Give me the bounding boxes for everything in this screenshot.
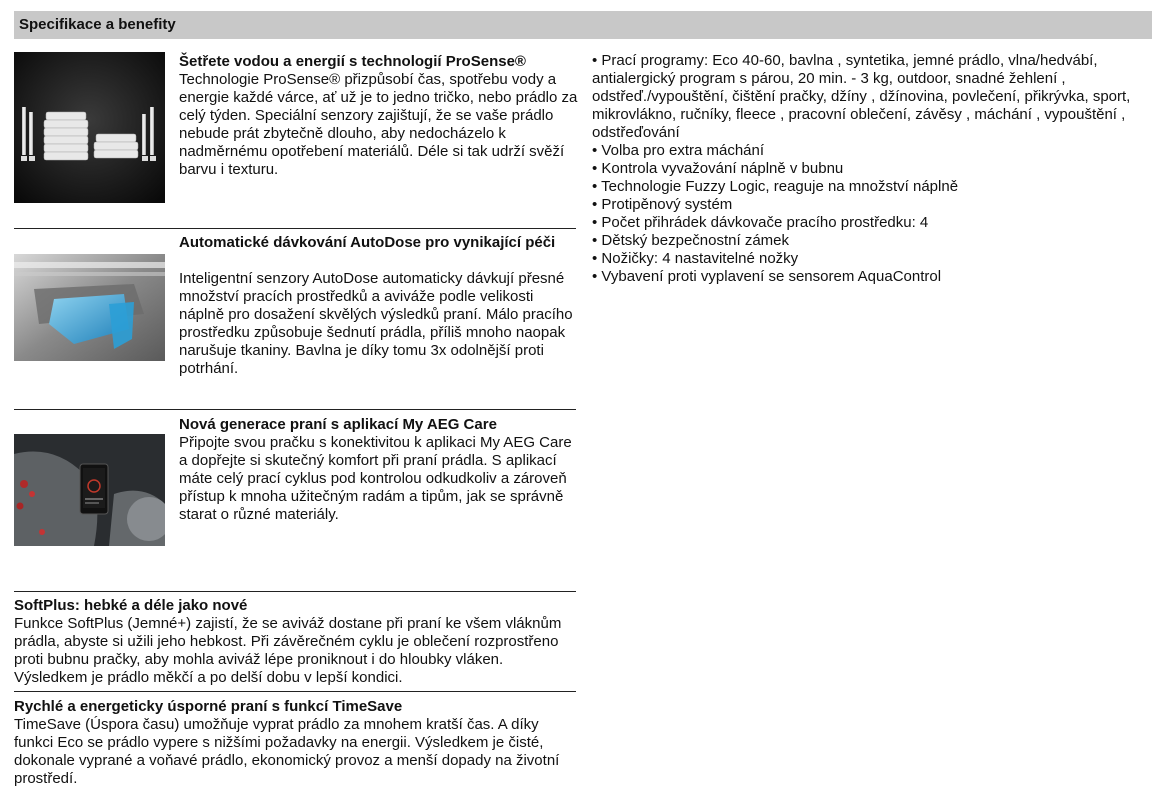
- spec-item: • Počet přihrádek dávkovače pracího prostředku: 4: [592, 214, 1147, 232]
- feature-title-prosense: Šetřete vodou a energií s technologií ProSense®: [179, 53, 526, 70]
- spec-list: [592, 52, 1147, 286]
- feature-text-prosense: Technologie ProSense® přizpůsobí čas, spotřebu vody a energie každé várce, ať už je to jedno tričko, nebo prádlo za celý týden. Speciální senzory zajištují, že se vaše prádlo nebude prát zbytečně dlouho, aby nedocházelo k nadměrnému opotřebení materiálů. Déle si tak udrží svěží barvu i texturu.: [179, 71, 578, 178]
- spec-item: • Technologie Fuzzy Logic, reaguje na množství náplně: [592, 178, 1147, 196]
- divider: [14, 228, 576, 229]
- feature-text-softplus: Funkce SoftPlus (Jemné+) zajistí, že se aviváž dostane při praní ke všem vláknům prádla, abyste si užili jeho hebkost. Při závěrečném cyklu je oblečení rozprostřeno proti bubnu pračky, aby mohla aviváž lépe proniknout i do hloubky vláken. Výsledkem je prádlo měkčí a po delší dobu v lepší kondici.: [14, 615, 562, 686]
- spec-item: • Dětský bezpečnostní zámek: [592, 232, 1147, 250]
- spec-item: • Prací programy: Eco 40-60, bavlna , syntetika, jemné prádlo, vlna/hedvábí, antialergický program s párou, 20 min. - 3 kg, outdoor, snadné žehlení , odstřeď./vypouštění, čištění pračky, džíny , džínovina, povlečení, přikrývka, sport, mikrovlákno, ručníky, fleece , pracovní oblečení, závěsy , máchání , vypouštění , odstřeďování: [592, 52, 1147, 142]
- divider: [14, 409, 576, 410]
- spec-item: • Protipěnový systém: [592, 196, 1147, 214]
- feature-text-aeg-care: Připojte svou pračku s konektivitou k aplikaci My AEG Care a dopřejte si skutečný komfort při praní prádla. S aplikací máte celý prací cyklus pod kontrolou odkudkoliv a zároveň přístup k mnoha užitečným radám a tipům, jak se správně starat o různé materiály.: [179, 434, 572, 523]
- spec-item: • Volba pro extra máchání: [592, 142, 1147, 160]
- spec-item: • Kontrola vyvažování náplně v bubnu: [592, 160, 1147, 178]
- feature-text-timesave: TimeSave (Úspora času) umožňuje vyprat prádlo za mnohem kratší čas. A díky funkci Eco se prádlo vypere s nižšími požadavky na energii. Výsledkem je čisté, dokonale vyprané a voňavé prádlo, ekonomický provoz a menší dopady na životní prostředí.: [14, 716, 560, 787]
- autodose-image: [14, 254, 165, 361]
- divider: [14, 691, 576, 692]
- spec-item: • Nožičky: 4 nastavitelné nožky: [592, 250, 1147, 268]
- aeg-care-app-image: [14, 434, 165, 546]
- section-header: Specifikace a benefity: [14, 11, 1152, 39]
- feature-title-autodose: Automatické dávkování AutoDose pro vynikající péči: [179, 234, 556, 251]
- feature-title-timesave: Rychlé a energeticky úsporné praní s funkcí TimeSave: [14, 698, 403, 715]
- spec-item: • Vybavení proti vyplavení se sensorem AquaControl: [592, 268, 1147, 286]
- divider: [14, 591, 576, 592]
- feature-title-softplus: SoftPlus: hebké a déle jako nové: [14, 597, 248, 614]
- feature-title-aeg-care: Nová generace praní s aplikací My AEG Care: [179, 416, 497, 433]
- feature-text-autodose: Inteligentní senzory AutoDose automaticky dávkují přesné množství pracích prostředků a aviváže podle velikosti náplně pro dosažení skvělých výsledků praní. Málo pracího prostředku způsobuje šednutí prádla, příliš mnoho naopak narušuje tkaniny. Bavlna je díky tomu 3x odolnější proti potrhání.: [179, 270, 573, 377]
- prosense-image: [14, 52, 165, 203]
